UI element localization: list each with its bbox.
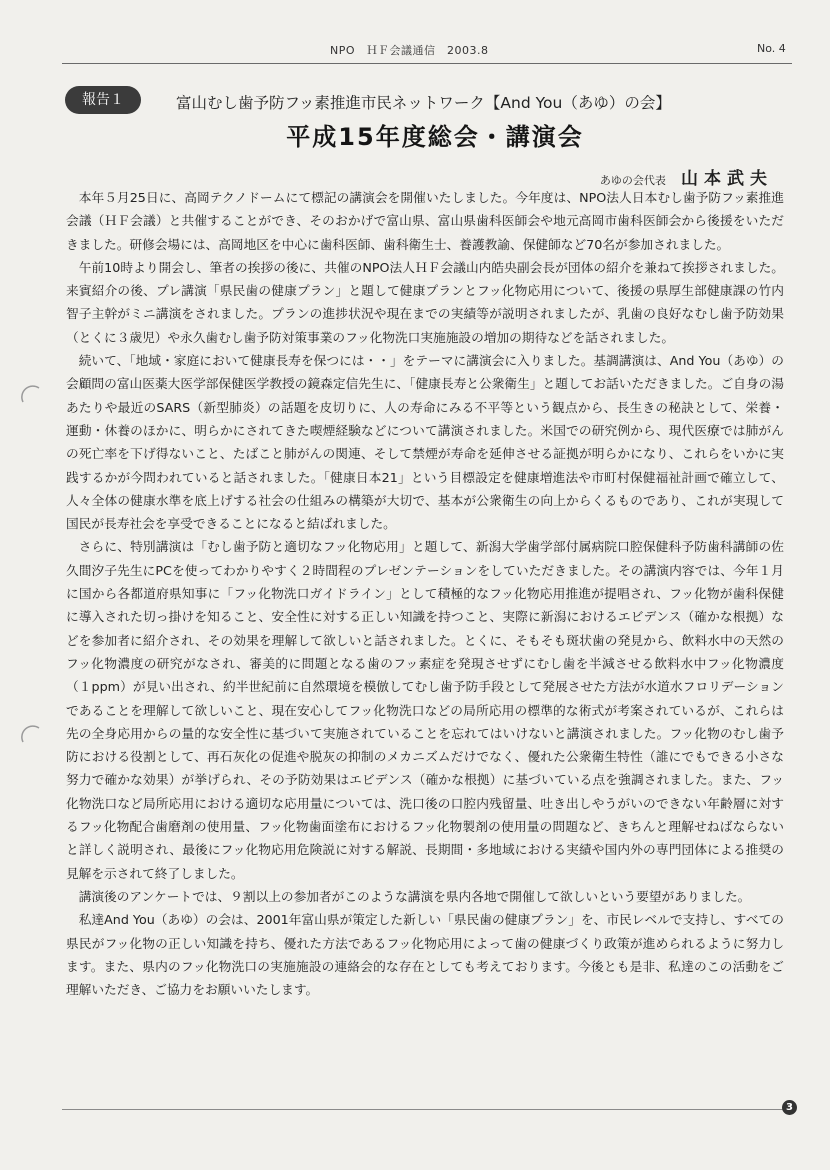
punch-hole-mark: [20, 724, 42, 746]
footer-rule: [62, 1109, 786, 1110]
article-title: 平成15年度総会・講演会: [286, 123, 584, 151]
report-badge: 報告１: [65, 86, 141, 114]
punch-hole-mark: [20, 384, 42, 406]
header-rule: [62, 63, 792, 64]
paragraph: 本年５月25日に、高岡テクノドームにて標記の講演会を開催いたしました。今年度は、NPO法人日本むし歯予防フッ素推進会議（ＨＦ会議）と共催することができ、そのおかげで富山県、富山県歯科医師会や地元高岡市歯科医師会から後援をいただきました。研修会場には、高岡地区を中心に歯科医師、歯科衛生士、養護教諭、保健師など70名が参加されました。: [66, 190, 784, 252]
paragraph: 続いて、「地域・家庭において健康長寿を保つには・・」をテーマに講演会に入りました。基調講演は、And You（あゆ）の会顧問の富山医薬大医学部保健医学教授の鏡森定信先生に、「健康長寿と公衆衛生」と題してお話いただきました。ご自身の湯あたりや最近のSARS（新型肺炎）の話題を皮切りに、人の寿命にみる不平等という観点から、長生きの秘訣として、栄養・運動・休養のほかに、明らかにされてきた喫煙経験などについて講演されました。米国での研究例から、現代医療では肺がんの死亡率を下げ得ないこと、たばこと肺がんの関連、そして禁煙が寿命を延伸させる証拠が明らかになり、これらをいかに実践するかが今問われていると話されました。「健康日本21」という目標設定を健康増進法や市町村保健福祉計画で確立して、人々全体の健康水準を底上げする社会の仕組みの構築が大切で、基本が公衆衛生の向上からくるものであり、これが実現して国民が長寿社会を享受できることになると結ばれました。: [66, 353, 784, 532]
author-role: あゆの会代表: [599, 174, 666, 187]
author-name: 山本武夫: [681, 169, 773, 189]
paragraph: 講演後のアンケートでは、９割以上の参加者がこのような講演を県内各地で開催して欲しいという要望がありました。: [78, 888, 751, 904]
paragraph: さらに、特別講演は「むし歯予防と適切なフッ化物応用」と題して、新潟大学歯学部付属病院口腔保健科予防歯科講師の佐久間汐子先生にPCを使ってわかりやすく２時間程のプレゼンテーションをしていただきました。その講演内容では、今年１月に国から各都道府県知事に「フッ化物洗口ガイドライン」として積極的なフッ化物応用推進が提唱され、フッ化物が歯科保健に導入された切っ掛けを知ること、安全性に対する正しい知識を持つこと、実際に新潟におけるエビデンス（確かな根拠）などを参加者に紹介され、その効果を理解して欲しいと話されました。とくに、そもそも斑状歯の発見から、飲料水中の天然のフッ化物濃度の研究がなされ、審美的に問題となる歯のフッ素症を発現させずにむし歯を半減させる飲料水中フッ化物濃度（１ppm）が見い出され、約半世紀前に自然環境を模倣してむし歯予防手段として発展させた方法が水道水フロリデーションであることを理解して欲しいこと、現在安心してフッ化物洗口などの局所応用の標準的な術式が考案されているが、これらは先の全身応用からの量的な安全性に基づいて実施されていることを忘れてはいけないと講演されました。フッ化物のむし歯予防における役割として、再石灰化の促進や脱灰の抑制のメカニズムだけでなく、優れた公衆衛生特性（誰にでもできる小さな努力で確かな効果）が挙げられ、その予防効果はエビデンス（確かな根拠）に基づいている点を強調されました。また、フッ化物洗口など局所応用における適切な応用量については、洗口後の口腔内残留量、吐き出しやうがいのできない年齢層に対するフッ化物配合歯磨剤の使用量、フッ化物歯面塗布におけるフッ化物製剤の使用量の問題など、きちんと理解せねばならないと詳しく説明され、最後にフッ化物応用危険説に対する解説、長期間・多地域における実績や国内外の専門団体による推奨の見解を示されて終了しました。: [66, 539, 784, 881]
paragraph: 午前10時より開会し、筆者の挨拶の後に、共催のNPO法人ＨＦ会議山内皓央副会長が団体の紹介を兼ねて挨拶されました。来賓紹介の後、プレ講演「県民歯の健康プラン」と題して健康プランとフッ化物応用について、後援の県厚生部健康課の竹内智子主幹がミニ講演をされました。プランの進捗状況や現在までの実績等が説明されましたが、乳歯の良好なむし歯予防効果（とくに３歳児）や永久歯むし歯予防対策事業のフッ化物洗口実施施設の増加の期待などを話されました。: [66, 259, 784, 345]
article-subtitle: 富山むし歯予防フッ素推進市民ネットワーク【And You（あゆ）の会】: [176, 94, 671, 112]
article-body: [66, 186, 784, 1001]
page-number: 3: [782, 1100, 797, 1115]
header-publication: NPO ＨＦ会議通信 2003.8: [330, 44, 489, 57]
paragraph: 私達And You（あゆ）の会は、2001年富山県が策定した新しい「県民歯の健康プラン」を、市民レベルで支持し、すべての県民がフッ化物の正しい知識を持ち、優れた方法であるフッ化物応用によって歯の健康づくり政策が進められるように努力します。また、県内のフッ化物洗口の実施施設の連絡会的な存在としても考えております。今後とも是非、私達のこの活動をご理解いただき、ご協力をお願いいたします。: [66, 912, 784, 998]
header-issue-number: No. 4: [757, 42, 786, 55]
